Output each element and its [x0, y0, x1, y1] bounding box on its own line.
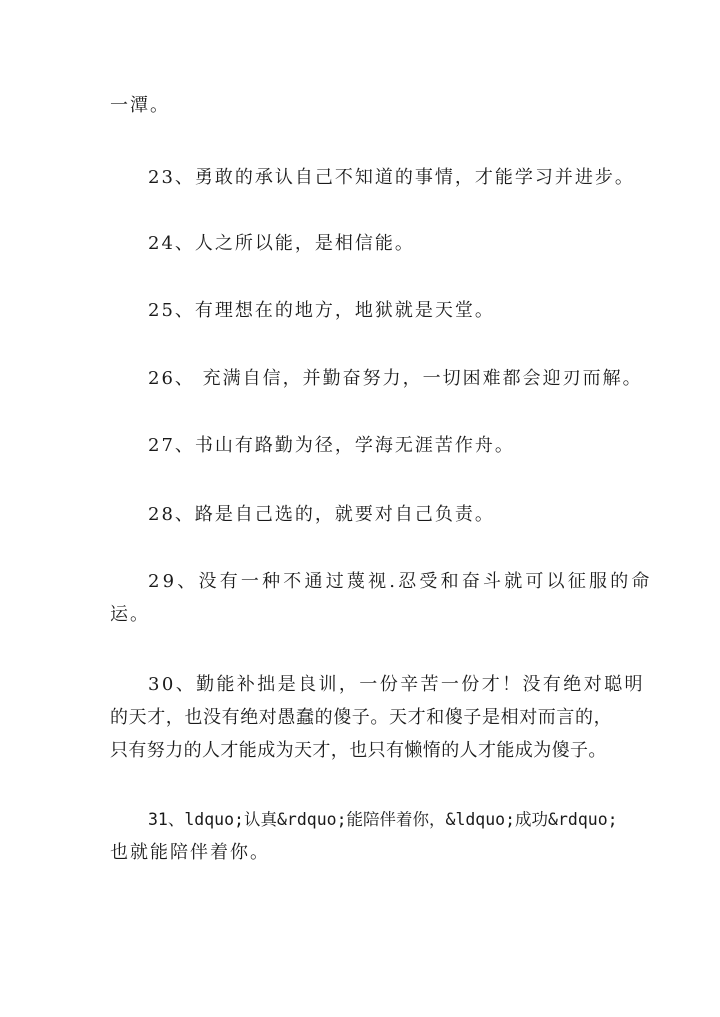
text-line-item-26: 26、 充满自信，并勤奋努力，一切困难都会迎刃而解。 [148, 368, 643, 389]
text-line-item-31: 31、ldquo;认真&rdquo;能陪伴着你，&ldquo;成功&rdquo; [148, 810, 618, 829]
text-line-item-23: 23、勇敢的承认自己不知道的事情，才能学习并进步。 [148, 167, 635, 188]
text-line-continuation: 一潭。 [110, 95, 170, 116]
text-line-item-28: 28、路是自己选的，就要对自己负责。 [148, 504, 495, 525]
text-line-item-24: 24、人之所以能，是相信能。 [148, 233, 415, 254]
text-line-item-31-cont: 也就能陪伴着你。 [110, 842, 270, 863]
text-line-item-27: 27、书山有路勤为径，学海无涯苦作舟。 [148, 435, 515, 456]
text-line-item-30: 30、勤能补拙是良训，一份辛苦一份才！没有绝对聪明 [148, 674, 645, 695]
text-line-item-29: 29、没有一种不通过蔑视.忍受和奋斗就可以征服的命 [148, 571, 653, 592]
text-line-item-30-cont-2: 只有努力的人才能成为天才，也只有懒惰的人才能成为傻子。 [110, 740, 607, 761]
text-line-item-29-cont: 运。 [110, 604, 150, 625]
text-line-item-25: 25、有理想在的地方，地狱就是天堂。 [148, 300, 495, 321]
text-line-item-30-cont-1: 的天才，也没有绝对愚蠢的傻子。天才和傻子是相对而言的， [110, 707, 613, 728]
